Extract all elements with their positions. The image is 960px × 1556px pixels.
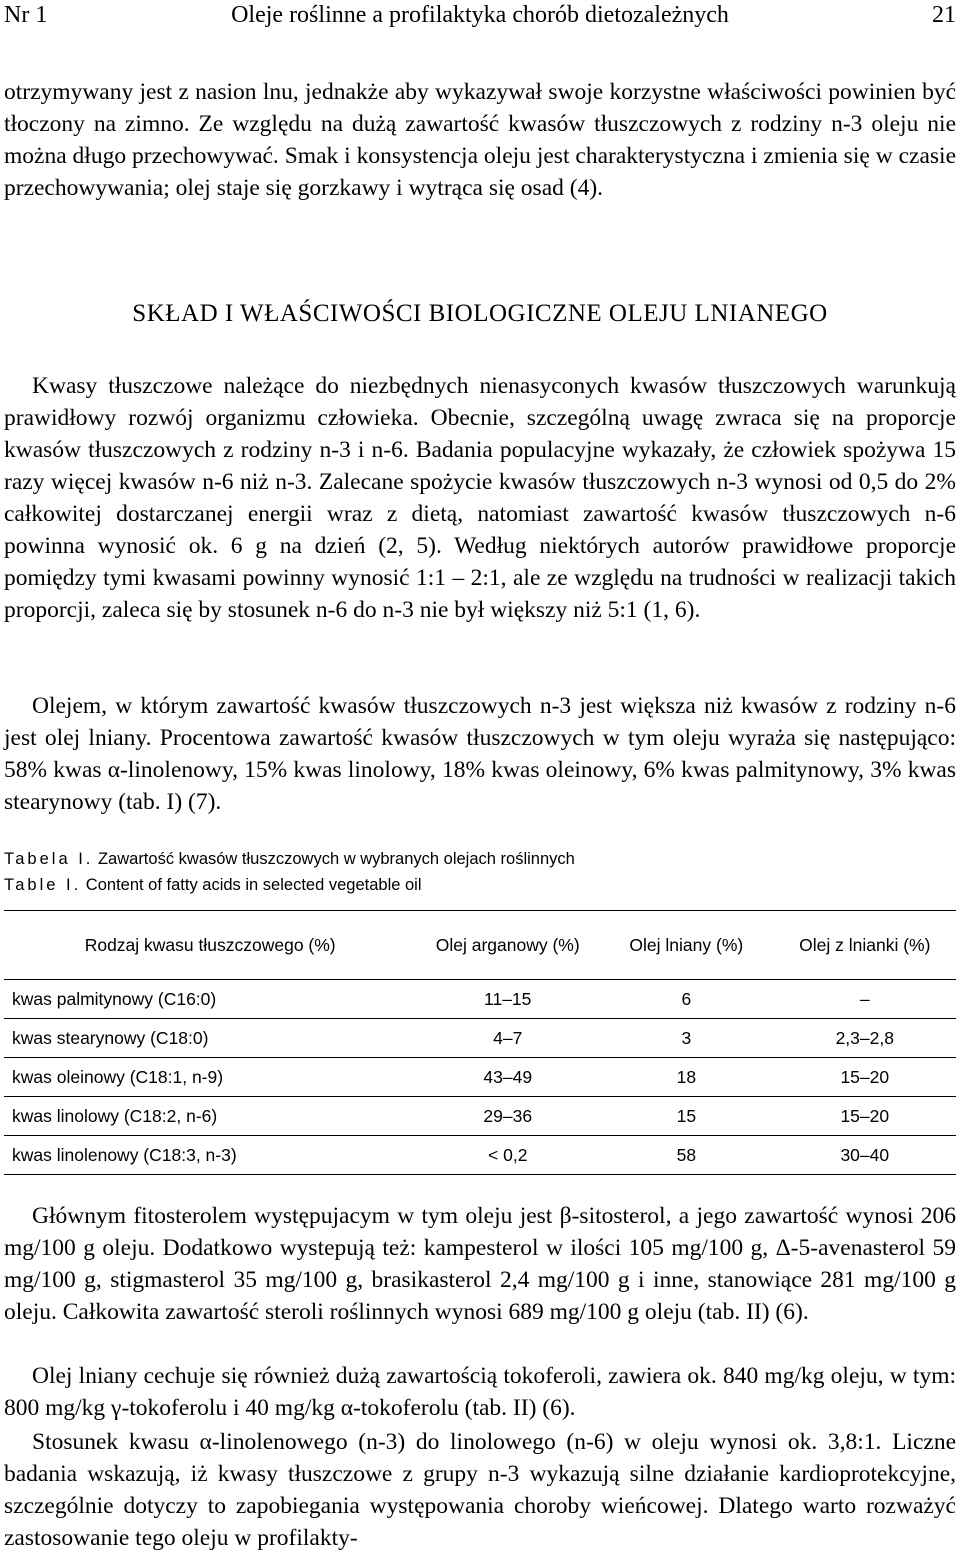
table-row xyxy=(4,1058,956,1097)
paragraph-phytosterols: Głównym fitosterolem występujacym w tym oleju jest β-sitosterol, a jego zawartość wynosi 206 mg/100 g oleju. Dodatkowo wystepują też: kampesterol w ilości 105 mg/100 g, Δ-5-avenasterol 59 mg/100 g, stigmasterol 35 mg/100 g, brasikasterol 2,4 mg/100 g i inne, stanowiące 281 mg/100 g oleju. Całkowita zawartość steroli roślinnych wynosi 689 mg/100 g oleju (tab. II) (6). xyxy=(4,1203,956,1325)
table-cell: kwas linolowy (C18:2, n-6) xyxy=(4,1097,416,1136)
paragraph-ratio: Stosunek kwasu α-linolenowego (n-3) do linolowego (n-6) w oleju wynosi ok. 3,8:1. Liczne badania wskazują, iż kwasy tłuszczowe z grupy n-3 wykazują silne działanie kardioprotekcyjne, szczególnie dotyczy to zapobiegania występowania choroby wieńcowej. Dlatego warto rozważyć zastosowanie tego oleju w profilakty- xyxy=(4,1429,956,1551)
section-heading: SKŁAD I WŁAŚCIWOŚCI BIOLOGICZNE OLEJU LNIANEGO xyxy=(132,300,828,327)
table-label-pl: Tabela I. xyxy=(4,850,94,868)
table-cell: 6 xyxy=(599,980,773,1019)
table-row xyxy=(4,980,956,1019)
table-caption-pl xyxy=(4,848,575,870)
paragraph-intro: otrzymywany jest z nasion lnu, jednakże aby wykazywał swoje korzystne właściwości powinien być tłoczony na zimno. Ze względu na dużą zawartość kwasów tłuszczowych z rodziny n-3 oleju nie można długo przechowywać. Smak i konsystencja oleju jest charakterystyczna i zmienia się w czasie przechowywania; olej staje się gorzkawy i wytrąca się osad (4). xyxy=(4,79,956,201)
table-cell: 2,3–2,8 xyxy=(774,1019,956,1058)
table-cell: 3 xyxy=(599,1019,773,1058)
table-cell: 43–49 xyxy=(416,1058,599,1097)
table-cell: 30–40 xyxy=(774,1136,956,1175)
fatty-acid-table xyxy=(4,910,956,1175)
col-header-argan: Olej arganowy (%) xyxy=(416,911,599,980)
col-header-linseed: Olej lniany (%) xyxy=(599,911,773,980)
table-label-en: Table I. xyxy=(4,876,82,894)
table-cell: kwas stearynowy (C18:0) xyxy=(4,1019,416,1058)
running-head xyxy=(0,0,960,36)
paragraph-linseed-oil: Olejem, w którym zawartość kwasów tłuszczowych n-3 jest większa niż kwasów z rodziny n-6 jest olej lniany. Procentowa zawartość kwasów tłuszczowych w tym oleju wyraża się następująco: 58% kwas α-linolenowy, 15% kwas linolowy, 18% kwas oleinowy, 6% kwas palmitynowy, 3% kwas stearynowy (tab. I) (7). xyxy=(4,693,956,815)
table-cell: kwas linolenowy (C18:3, n-3) xyxy=(4,1136,416,1175)
col-header-camelina: Olej z lnianki (%) xyxy=(774,911,956,980)
table-cell: 15–20 xyxy=(774,1097,956,1136)
table-title-en: Content of fatty acids in selected vegetable oil xyxy=(85,876,422,894)
running-title: Oleje roślinne a profilaktyka chorób dietozależnych xyxy=(231,2,729,28)
table-title-pl: Zawartość kwasów tłuszczowych w wybranych olejach roślinnych xyxy=(97,850,575,868)
table-cell: kwas palmitynowy (C16:0) xyxy=(4,980,416,1019)
issue-number: Nr 1 xyxy=(4,2,48,28)
table-cell: 29–36 xyxy=(416,1097,599,1136)
table-cell: 18 xyxy=(599,1058,773,1097)
table-cell: 58 xyxy=(599,1136,773,1175)
table-cell: – xyxy=(774,980,956,1019)
paragraph-tocopherols: Olej lniany cechuje się również dużą zawartością tokoferoli, zawiera ok. 840 mg/kg oleju, w tym: 800 mg/kg γ-tokoferolu i 40 mg/kg α-tokoferolu (tab. II) (6). xyxy=(4,1363,956,1421)
table-cell: 15 xyxy=(599,1097,773,1136)
col-header-acid-type: Rodzaj kwasu tłuszczowego (%) xyxy=(4,911,416,980)
table-cell: kwas oleinowy (C18:1, n-9) xyxy=(4,1058,416,1097)
table-row xyxy=(4,1136,956,1175)
table-cell: 15–20 xyxy=(774,1058,956,1097)
table-row xyxy=(4,1019,956,1058)
table-header-row xyxy=(4,911,956,980)
table-row xyxy=(4,1097,956,1136)
table-caption-en xyxy=(4,874,422,896)
table-cell: 4–7 xyxy=(416,1019,599,1058)
table-cell: < 0,2 xyxy=(416,1136,599,1175)
page-number: 21 xyxy=(932,2,956,28)
table-cell: 11–15 xyxy=(416,980,599,1019)
paragraph-fatty-acids: Kwasy tłuszczowe należące do niezbędnych nienasyconych kwasów tłuszczowych warunkują prawidłowy rozwój organizmu człowieka. Obecnie, szczególną uwagę zwraca się na proporcje kwasów tłuszczowych z rodziny n-3 i n-6. Badania populacyjne wykazały, że człowiek spożywa 15 razy więcej kwasów n-6 niż n-3. Zalecane spożycie kwasów tłuszczowych n-3 wynosi od 0,5 do 2% całkowitej dostarczanej energii wraz z dietą, natomiast zawartość kwasów tłuszczowych n-6 powinna wynosić ok. 6 g na dzień (2, 5). Według niektórych autorów prawidłowe proporcje pomiędzy tymi kwasami powinny wynosić 1:1 – 2:1, ale ze względu na trudności w realizacji takich proporcji, zaleca się by stosunek n-6 do n-3 nie był większy niż 5:1 (1, 6). xyxy=(4,373,956,623)
